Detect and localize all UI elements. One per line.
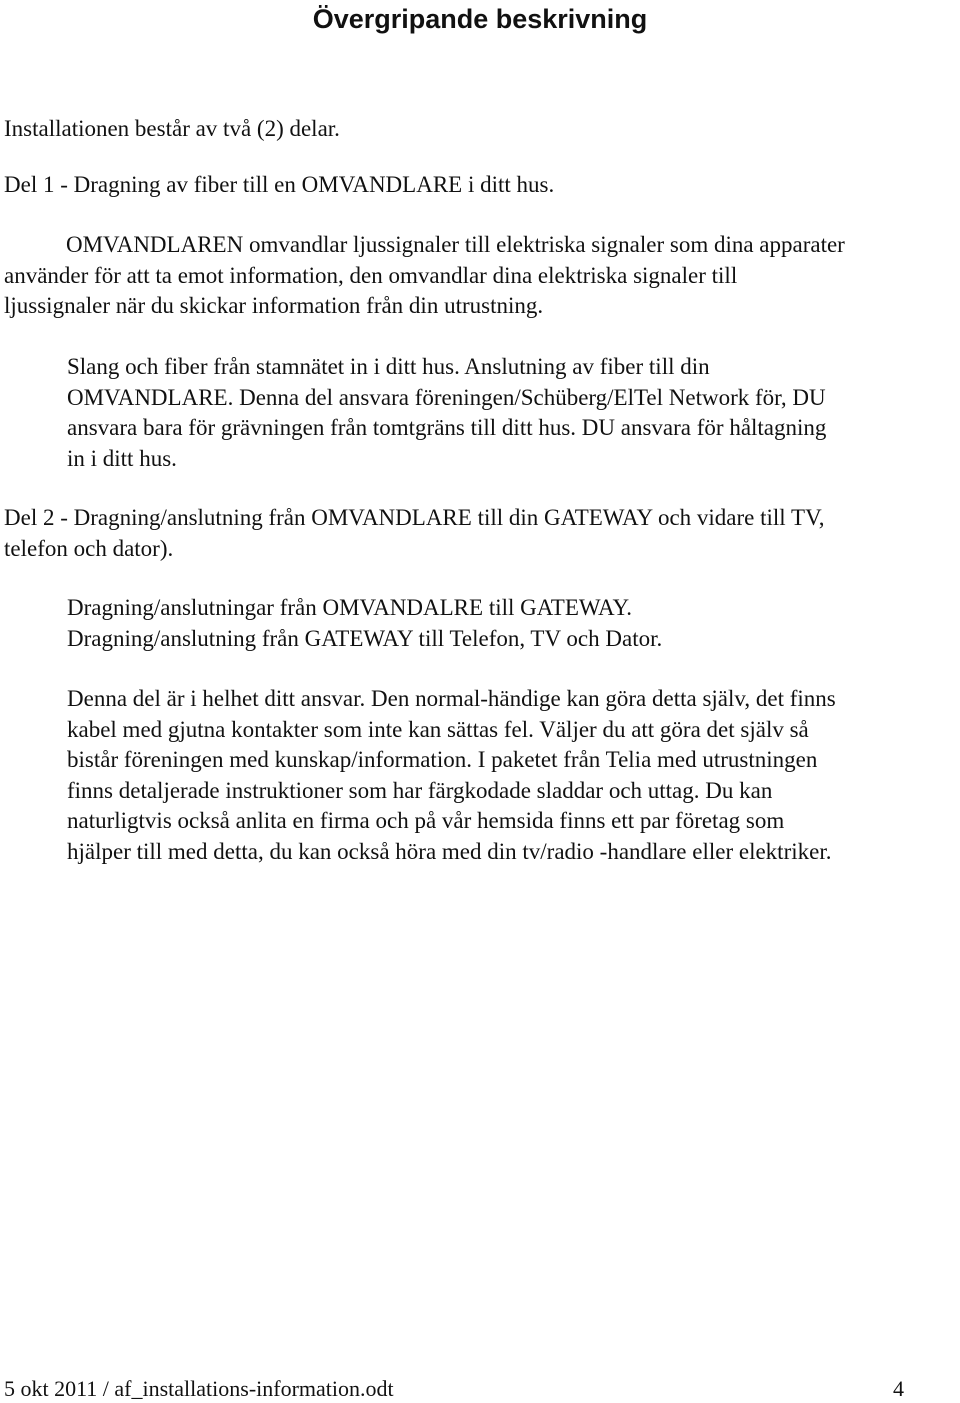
responsibility-paragraph — [67, 684, 836, 867]
responsibility-line: naturligtvis också anlita en firma och på vår hemsida finns ett par företag som — [67, 808, 785, 833]
intro-paragraph — [4, 114, 340, 145]
responsibility-line: finns detaljerade instruktioner som har färgkodade sladdar och uttag. Du kan — [67, 777, 773, 803]
page-title: Övergripande beskrivning — [312, 4, 648, 34]
part1-heading-line: Del 1 - Dragning av fiber till en OMVANDLARE i ditt hus. — [4, 172, 555, 197]
part1-heading — [4, 170, 554, 201]
intro-line: Installationen består av två (2) delar. — [4, 116, 340, 141]
footer-page-number: 4 — [893, 1376, 904, 1401]
hose-line: in i ditt hus. — [67, 445, 177, 471]
responsibility-line: kabel med gjutna kontakter som inte kan sättas fel. Väljer du att göra det själv så — [67, 716, 809, 742]
hose-line: OMVANDLARE. Denna del ansvara föreningen/Schüberg/ElTel Network för, DU — [67, 384, 826, 410]
converter-line: använder för att ta emot information, den omvandlar dina elektriska signaler till — [4, 262, 738, 288]
responsibility-line: bistår föreningen med kunskap/information. I paketet från Telia med utrustningen — [67, 747, 818, 772]
footer-document-info: 5 okt 2011 / af_installations-information.odt — [4, 1376, 394, 1401]
converter-line: ljussignaler när du skickar information från din utrustning. — [4, 293, 544, 318]
converter-paragraph — [4, 230, 845, 322]
part2-item: Dragning/anslutning från GATEWAY till Telefon, TV och Dator. — [67, 625, 663, 651]
part2-heading-line: Del 2 - Dragning/anslutning från OMVANDLARE till din GATEWAY och vidare till TV, — [4, 505, 825, 530]
hose-line: ansvara bara för grävningen från tomtgräns till ditt hus. DU ansvara för håltagning — [67, 415, 827, 440]
hose-paragraph — [67, 352, 826, 474]
responsibility-line: Denna del är i helhet ditt ansvar. Den normal-händige kan göra detta själv, det finns — [67, 686, 836, 711]
part2-heading-line: telefon och dator). — [4, 535, 174, 561]
converter-line: OMVANDLAREN omvandlar ljussignaler till elektriska signaler som dina apparater — [66, 232, 845, 257]
part2-items — [67, 593, 662, 654]
part2-item: Dragning/anslutningar från OMVANDALRE till GATEWAY. — [67, 595, 632, 620]
responsibility-line: hjälper till med detta, du kan också höra med din tv/radio -handlare eller elektriker. — [67, 838, 832, 864]
hose-line: Slang och fiber från stamnätet in i ditt hus. Anslutning av fiber till din — [67, 354, 710, 379]
part2-heading — [4, 503, 824, 564]
